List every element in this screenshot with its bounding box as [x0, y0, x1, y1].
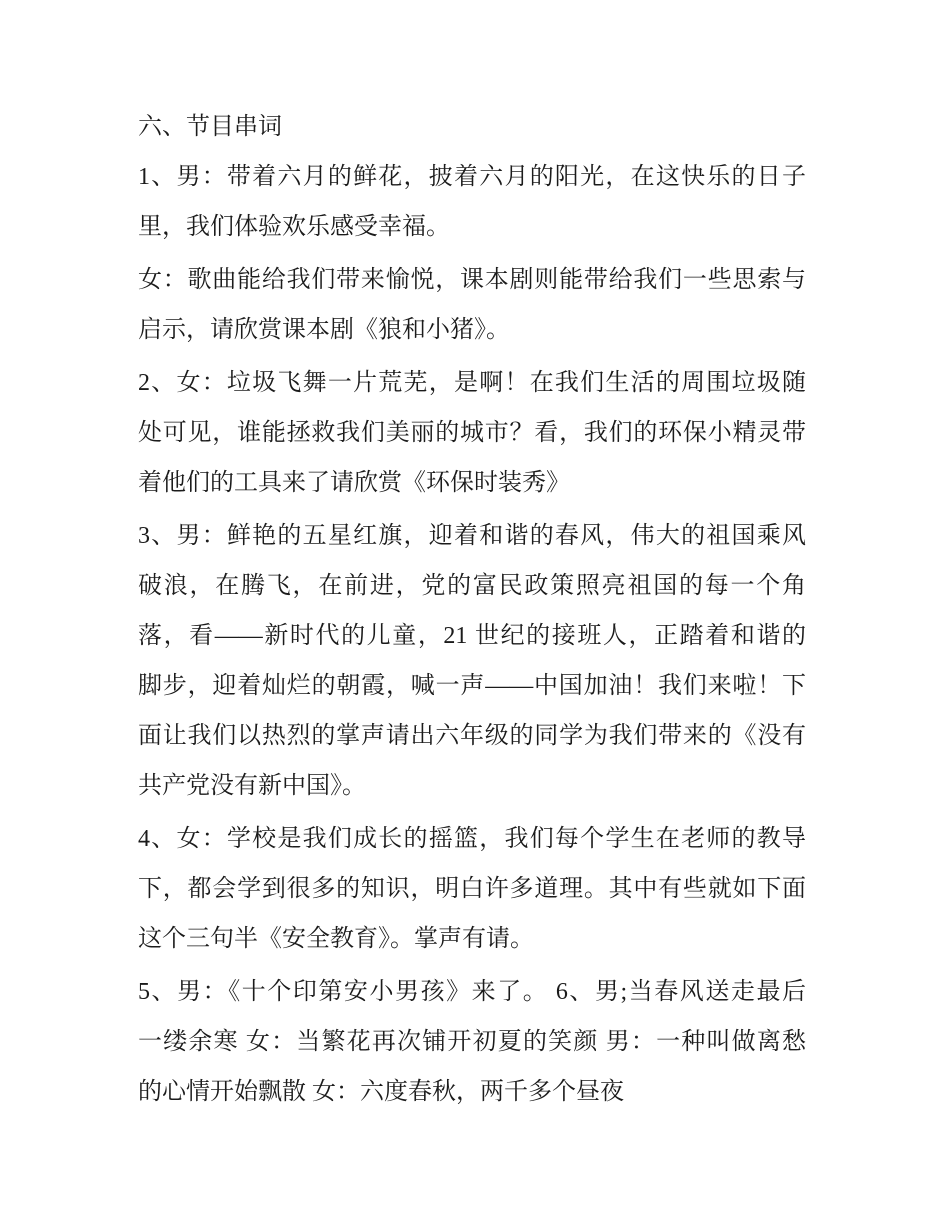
paragraph	[138, 358, 806, 508]
text-line: 脚步，迎着灿烂的朝霞，喊一声——中国加油！我们来啦！下	[138, 673, 806, 699]
text-line: 一缕余寒 女：当繁花再次铺开初夏的笑颜 男：一种叫做离愁	[138, 1029, 806, 1055]
text-line: 破浪，在腾飞，在前进，党的富民政策照亮祖国的每一个角	[138, 573, 806, 599]
text-line: 1、男：带着六月的鲜花，披着六月的阳光，在这快乐的日子	[138, 164, 806, 190]
text-line: 3、男：鲜艳的五星红旗，迎着和谐的春风，伟大的祖国乘风	[138, 523, 806, 549]
text-line: 里，我们体验欢乐感受幸福。	[138, 214, 450, 240]
text-line: 落，看——新时代的儿童，21 世纪的接班人，正踏着和谐的	[138, 623, 806, 649]
text-line: 的心情开始飘散 女：六度春秋，两千多个昼夜	[138, 1079, 624, 1105]
paragraph	[138, 814, 806, 964]
section-heading: 六、节目串词	[138, 114, 282, 140]
text-line: 女：歌曲能给我们带来愉悦，课本剧则能带给我们一些思索与	[138, 267, 806, 293]
paragraph	[138, 967, 806, 1117]
text-line: 这个三句半《安全教育》。掌声有请。	[138, 926, 534, 952]
text-line: 共产党没有新中国》。	[138, 773, 366, 799]
text-line: 5、男：《十个印第安小男孩》来了。 6、男;当春风送走最后	[138, 979, 806, 1005]
text-line: 2、女：垃圾飞舞一片荒芜，是啊！在我们生活的周围垃圾随	[138, 370, 806, 396]
document-page	[138, 102, 806, 1120]
text-line: 面让我们以热烈的掌声请出六年级的同学为我们带来的《没有	[138, 723, 806, 749]
text-line: 下，都会学到很多的知识，明白许多道理。其中有些就如下面	[138, 876, 806, 902]
paragraph	[138, 255, 806, 355]
text-line: 4、女：学校是我们成长的摇篮，我们每个学生在老师的教导	[138, 826, 806, 852]
text-line: 启示，请欣赏课本剧《狼和小猪》。	[138, 317, 510, 343]
paragraph	[138, 511, 806, 811]
text-line: 处可见，谁能拯救我们美丽的城市？看，我们的环保小精灵带	[138, 420, 806, 446]
text-line: 着他们的工具来了请欣赏《环保时装秀》	[138, 470, 570, 496]
paragraph	[138, 152, 806, 252]
